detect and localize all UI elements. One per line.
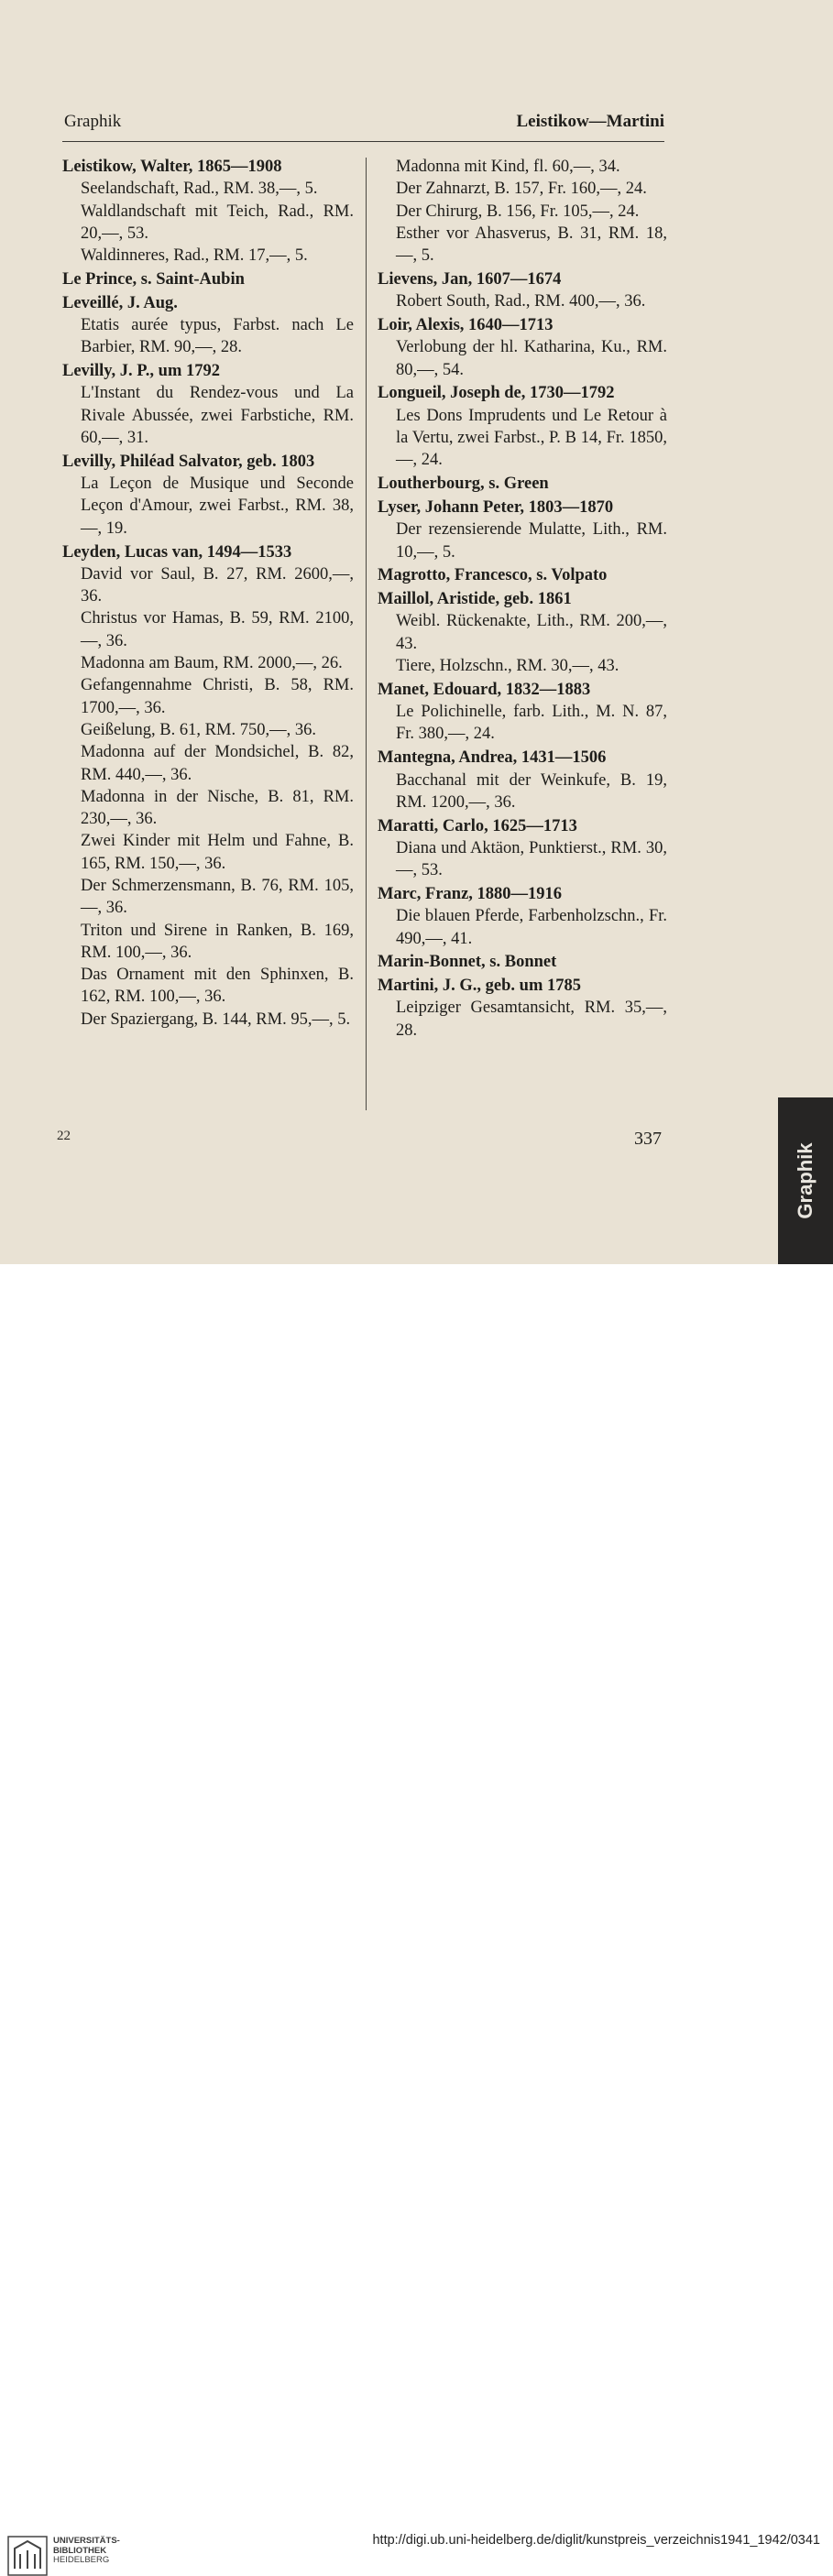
artist-name: Manet, Edouard, 1832—1883 — [378, 680, 591, 699]
scanned-page — [0, 0, 833, 1264]
catalog-entry — [62, 360, 354, 449]
work-listing: Waldinneres, Rad., RM. 17,—, 5. — [81, 246, 308, 266]
section-thumb-tab — [778, 1097, 833, 1264]
work-listing: Verlobung der hl. Katharina, Ku., RM. 80,—, 54. — [396, 338, 667, 379]
catalog-entry — [378, 382, 667, 471]
header-range-title: Leistikow—Martini — [516, 112, 664, 131]
work-listing: Der Schmerzensmann, B. 76, RM. 105,—, 36. — [81, 877, 354, 918]
catalog-entry — [378, 883, 667, 950]
section-thumb-label: Graphik — [794, 1142, 817, 1219]
catalog-entry — [62, 156, 354, 267]
artist-name: Lyser, Johann Peter, 1803—1870 — [378, 497, 614, 517]
work-listing: David vor Saul, B. 27, RM. 2600,—, 36. — [81, 564, 354, 606]
work-listing: La Leçon de Musique und Seconde Leçon d'Amour, zwei Farbst., RM. 38,—, 19. — [81, 475, 354, 538]
work-listing: Weibl. Rückenakte, Lith., RM. 200,—, 43. — [396, 612, 667, 653]
header-section-title: Graphik — [64, 112, 122, 131]
work-listing: Zwei Kinder mit Helm und Fahne, B. 165, RM. 150,—, 36. — [81, 832, 354, 873]
catalog-entry — [378, 268, 667, 313]
library-name[interactable] — [53, 2537, 120, 2566]
header-rule — [62, 141, 664, 142]
catalog-entry — [378, 588, 667, 677]
work-listing: Der Spaziergang, B. 144, RM. 95,—, 5. — [81, 1010, 351, 1029]
artist-name: Longueil, Joseph de, 1730—1792 — [378, 384, 615, 403]
catalog-entry — [62, 292, 354, 359]
catalog-entry — [62, 541, 354, 1031]
artist-name: Martini, J. G., geb. um 1785 — [378, 977, 581, 996]
catalog-entry — [378, 473, 667, 495]
artist-name: Maratti, Carlo, 1625—1713 — [378, 816, 577, 835]
work-listing: Madonna mit Kind, fl. 60,—, 34. — [396, 158, 620, 176]
artist-name: Mantegna, Andrea, 1431—1506 — [378, 748, 607, 768]
catalog-entry — [378, 679, 667, 746]
column-divider — [366, 158, 367, 1110]
artist-name: Levilly, Philéad Salvator, geb. 1803 — [62, 452, 315, 471]
catalog-entry — [62, 451, 354, 540]
work-listing: Das Ornament mit den Sphinxen, B. 162, RM. 100,—, 36. — [81, 966, 354, 1007]
permalink-url[interactable]: http://digi.ub.uni-heidelberg.de/diglit/kunstpreis_verzeichnis1941_1942/0341 — [372, 2533, 820, 2548]
viewer-footer — [0, 1264, 833, 2565]
work-listing: Madonna in der Nische, B. 81, RM. 230,—, 36. — [81, 787, 354, 829]
catalog-entry — [378, 951, 667, 973]
work-listing: Der rezensierende Mulatte, Lith., RM. 10,—, 5. — [396, 520, 667, 562]
running-header — [64, 112, 664, 139]
work-listing: Waldlandschaft mit Teich, Rad., RM. 20,—, 53. — [81, 202, 354, 243]
catalog-entry — [378, 497, 667, 563]
work-listing: Madonna auf der Mondsichel, B. 82, RM. 440,—, 36. — [81, 743, 354, 784]
library-name-line1: UNIVERSITÄTS- — [53, 2536, 120, 2546]
work-listing: Triton und Sirene in Ranken, B. 169, RM. 100,—, 36. — [81, 921, 354, 962]
catalog-entry — [378, 314, 667, 381]
artist-name: Levilly, J. P., um 1792 — [62, 362, 221, 381]
catalog-entry — [378, 564, 667, 586]
artist-name: Leistikow, Walter, 1865—1908 — [62, 158, 282, 176]
work-listing: Christus vor Hamas, B. 59, RM. 2100,—, 36. — [81, 609, 354, 650]
catalog-entry — [378, 815, 667, 882]
work-listing: Bacchanal mit der Weinkufe, B. 19, RM. 1200,—, 36. — [396, 770, 667, 812]
page-number: 337 — [634, 1129, 662, 1149]
library-name-line2: BIBLIOTHEK — [53, 2545, 107, 2556]
printer-signature: 22 — [57, 1129, 71, 1143]
artist-name: Le Prince, s. Saint-Aubin — [62, 269, 245, 289]
artist-name: Marin-Bonnet, s. Bonnet — [378, 953, 557, 972]
artist-name: Loutherbourg, s. Green — [378, 475, 549, 494]
artist-name: Maillol, Aristide, geb. 1861 — [378, 590, 572, 609]
work-listing: Esther vor Ahasverus, B. 31, RM. 18,—, 5. — [396, 224, 667, 266]
catalog-entry — [378, 747, 667, 813]
work-listing: Geißelung, B. 61, RM. 750,—, 36. — [81, 720, 316, 739]
work-listing: Tiere, Holzschn., RM. 30,—, 43. — [396, 657, 619, 676]
work-listing: Die blauen Pferde, Farbenholzschn., Fr. 490,—, 41. — [396, 907, 667, 948]
artist-name: Marc, Franz, 1880—1916 — [378, 885, 563, 903]
work-listing: Robert South, Rad., RM. 400,—, 36. — [396, 292, 646, 311]
library-logo-icon[interactable] — [7, 2536, 48, 2576]
artist-name: Loir, Alexis, 1640—1713 — [378, 316, 554, 335]
work-listing: Gefangennahme Christi, B. 58, RM. 1700,—, 36. — [81, 676, 354, 717]
left-column — [62, 156, 354, 1032]
work-listing: L'Instant du Rendez-vous und La Rivale Abussée, zwei Farbstiche, RM. 60,—, 31. — [81, 384, 354, 448]
artist-name: Lievens, Jan, 1607—1674 — [378, 269, 562, 289]
work-listing: Madonna am Baum, RM. 2000,—, 26. — [81, 654, 343, 673]
library-name-line3: HEIDELBERG — [53, 2555, 110, 2565]
artist-name: Magrotto, Francesco, s. Volpato — [378, 566, 608, 585]
work-listing: Leipziger Gesamtansicht, RM. 35,—, 28. — [396, 999, 667, 1040]
artist-name: Leyden, Lucas van, 1494—1533 — [62, 542, 292, 562]
right-column — [378, 156, 667, 1043]
catalog-entry — [378, 156, 667, 267]
work-listing: Le Polichinelle, farb. Lith., M. N. 87, Fr. 380,—, 24. — [396, 703, 667, 744]
work-listing: Diana und Aktäon, Punktierst., RM. 30,—, 53. — [396, 838, 667, 880]
work-listing: Der Zahnarzt, B. 157, Fr. 160,—, 24. — [396, 180, 647, 199]
work-listing: Seelandschaft, Rad., RM. 38,—, 5. — [81, 180, 318, 199]
artist-name: Leveillé, J. Aug. — [62, 293, 178, 312]
work-listing: Der Chirurg, B. 156, Fr. 105,—, 24. — [396, 202, 640, 221]
catalog-entry — [378, 975, 667, 1042]
work-listing: Les Dons Imprudents und Le Retour à la Vertu, zwei Farbst., P. B 14, Fr. 1850,—, 24. — [396, 406, 667, 470]
catalog-entry — [62, 268, 354, 290]
work-listing: Etatis aurée typus, Farbst. nach Le Barbier, RM. 90,—, 28. — [81, 316, 354, 357]
